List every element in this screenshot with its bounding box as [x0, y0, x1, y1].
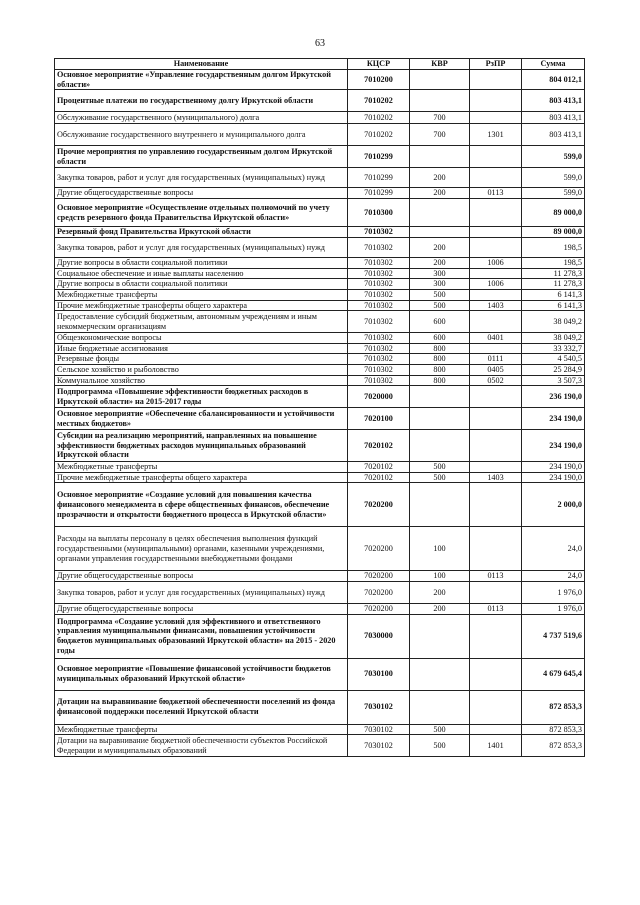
header-name: Наименование [55, 59, 348, 70]
cell-sum: 804 012,1 [522, 70, 585, 90]
cell-kvr: 200 [410, 238, 470, 258]
cell-kcsr: 7010302 [348, 343, 410, 354]
cell-name: Дотации на выравнивание бюджетной обеспеченности поселений из фонда финансовой поддержки поселений Иркутской области [55, 690, 348, 724]
cell-kvr [410, 690, 470, 724]
table-body [55, 70, 585, 757]
table-header-row [55, 59, 585, 70]
table-row [55, 238, 585, 258]
table-row [55, 70, 585, 90]
cell-sum: 6 141,3 [522, 289, 585, 300]
cell-rzpr [470, 199, 522, 227]
cell-kvr: 500 [410, 724, 470, 735]
cell-kcsr: 7010302 [348, 289, 410, 300]
table-row [55, 333, 585, 344]
cell-rzpr: 1403 [470, 472, 522, 483]
cell-kcsr: 7010302 [348, 333, 410, 344]
cell-kvr: 600 [410, 333, 470, 344]
cell-name: Сельское хозяйство и рыболовство [55, 364, 348, 375]
cell-rzpr [470, 430, 522, 462]
cell-sum: 4 737 519,6 [522, 614, 585, 658]
header-kvr: КВР [410, 59, 470, 70]
cell-kvr [410, 70, 470, 90]
cell-kcsr: 7020100 [348, 408, 410, 430]
cell-sum: 1 976,0 [522, 581, 585, 603]
cell-rzpr: 0113 [470, 188, 522, 199]
table-row [55, 300, 585, 311]
cell-sum: 236 190,0 [522, 386, 585, 408]
page-number: 63 [315, 38, 325, 49]
cell-rzpr [470, 289, 522, 300]
cell-kcsr: 7020000 [348, 386, 410, 408]
cell-name: Прочие мероприятия по управлению государственным долгом Иркутской области [55, 146, 348, 168]
cell-name: Межбюджетные трансферты [55, 462, 348, 473]
cell-kcsr: 7010302 [348, 311, 410, 333]
cell-rzpr [470, 70, 522, 90]
cell-kvr [410, 199, 470, 227]
cell-kvr: 800 [410, 354, 470, 365]
table-row [55, 268, 585, 279]
cell-kcsr: 7010302 [348, 268, 410, 279]
cell-name: Дотации на выравнивание бюджетной обеспеченности субъектов Российской Федерации и муниципальных образований [55, 735, 348, 757]
cell-kvr [410, 658, 470, 690]
cell-sum: 2 000,0 [522, 483, 585, 527]
cell-kvr [410, 227, 470, 238]
cell-kcsr: 7020200 [348, 581, 410, 603]
cell-name: Обслуживание государственного (муниципального) долга [55, 112, 348, 124]
cell-sum: 33 332,7 [522, 343, 585, 354]
cell-kvr: 100 [410, 527, 470, 571]
cell-name: Межбюджетные трансферты [55, 289, 348, 300]
cell-rzpr: 0405 [470, 364, 522, 375]
cell-kcsr: 7030000 [348, 614, 410, 658]
cell-kcsr: 7010299 [348, 146, 410, 168]
cell-kcsr: 7030102 [348, 724, 410, 735]
cell-sum: 3 507,3 [522, 375, 585, 386]
cell-kvr [410, 483, 470, 527]
table-row [55, 658, 585, 690]
cell-kcsr: 7010202 [348, 112, 410, 124]
table-row [55, 279, 585, 290]
table-row [55, 343, 585, 354]
cell-sum: 1 976,0 [522, 603, 585, 614]
cell-rzpr [470, 527, 522, 571]
cell-kvr [410, 146, 470, 168]
cell-name: Другие общегосударственные вопросы [55, 571, 348, 582]
cell-rzpr: 1006 [470, 258, 522, 269]
cell-sum: 4 540,5 [522, 354, 585, 365]
header-sum: Сумма [522, 59, 585, 70]
cell-sum: 11 278,3 [522, 279, 585, 290]
table-row [55, 168, 585, 188]
table-row [55, 603, 585, 614]
cell-name: Основное мероприятие «Осуществление отдельных полномочий по учету средств резервного фонда Правительства Иркутской области» [55, 199, 348, 227]
table-row [55, 289, 585, 300]
cell-kvr: 500 [410, 472, 470, 483]
cell-sum: 803 413,1 [522, 90, 585, 112]
table-row [55, 90, 585, 112]
cell-kvr: 200 [410, 581, 470, 603]
cell-kcsr: 7020102 [348, 472, 410, 483]
cell-rzpr [470, 168, 522, 188]
cell-sum: 234 190,0 [522, 408, 585, 430]
cell-sum: 25 284,9 [522, 364, 585, 375]
cell-name: Основное мероприятие «Управление государственным долгом Иркутской области» [55, 70, 348, 90]
cell-kvr [410, 614, 470, 658]
cell-rzpr [470, 690, 522, 724]
cell-kvr: 800 [410, 343, 470, 354]
table-row [55, 527, 585, 571]
table-row [55, 364, 585, 375]
cell-kvr: 600 [410, 311, 470, 333]
cell-rzpr: 0502 [470, 375, 522, 386]
cell-kcsr: 7020102 [348, 462, 410, 473]
table-row [55, 311, 585, 333]
table-row [55, 146, 585, 168]
cell-name: Резервные фонды [55, 354, 348, 365]
cell-name: Прочие межбюджетные трансферты общего характера [55, 300, 348, 311]
cell-kvr: 500 [410, 300, 470, 311]
cell-kcsr: 7010200 [348, 70, 410, 90]
table-row [55, 188, 585, 199]
cell-name: Подпрограмма «Повышение эффективности бюджетных расходов в Иркутской области» на 2015-2017 годы [55, 386, 348, 408]
cell-name: Предоставление субсидий бюджетным, автономным учреждениям и иным некоммерческим организациям [55, 311, 348, 333]
cell-rzpr [470, 227, 522, 238]
cell-kvr: 700 [410, 124, 470, 146]
cell-sum: 234 190,0 [522, 462, 585, 473]
cell-rzpr [470, 311, 522, 333]
table-row [55, 199, 585, 227]
cell-name: Расходы на выплаты персоналу в целях обеспечения выполнения функций государственными (муниципальными) органами, казенными учреждениями, органами управления государственными внебюджетными фондами [55, 527, 348, 571]
table-row [55, 690, 585, 724]
cell-kcsr: 7010299 [348, 188, 410, 199]
cell-kvr: 200 [410, 603, 470, 614]
cell-rzpr [470, 343, 522, 354]
cell-name: Прочие межбюджетные трансферты общего характера [55, 472, 348, 483]
cell-kvr [410, 430, 470, 462]
cell-kvr: 100 [410, 571, 470, 582]
table-row [55, 354, 585, 365]
cell-kcsr: 7030102 [348, 735, 410, 757]
cell-name: Подпрограмма «Создание условий для эффективного и ответственного управления муниципальными финансами, повышения устойчивости бюджетов муниципальных образований Иркутской области» на 2015 - 2020 годы [55, 614, 348, 658]
cell-kcsr: 7010299 [348, 168, 410, 188]
cell-sum: 198,5 [522, 238, 585, 258]
cell-sum: 38 049,2 [522, 311, 585, 333]
cell-sum: 24,0 [522, 571, 585, 582]
cell-sum: 872 853,3 [522, 724, 585, 735]
cell-kvr: 200 [410, 188, 470, 199]
cell-name: Закупка товаров, работ и услуг для государственных (муниципальных) нужд [55, 168, 348, 188]
cell-rzpr [470, 112, 522, 124]
cell-rzpr: 0113 [470, 603, 522, 614]
table-row [55, 581, 585, 603]
cell-name: Основное мероприятие «Обеспечение сбалансированности и устойчивости местных бюджетов» [55, 408, 348, 430]
cell-kcsr: 7030102 [348, 690, 410, 724]
cell-name: Коммунальное хозяйство [55, 375, 348, 386]
cell-sum: 803 413,1 [522, 124, 585, 146]
cell-name: Другие вопросы в области социальной политики [55, 279, 348, 290]
cell-kvr: 300 [410, 268, 470, 279]
cell-sum: 599,0 [522, 168, 585, 188]
table-row [55, 735, 585, 757]
cell-kcsr: 7010302 [348, 258, 410, 269]
cell-name: Закупка товаров, работ и услуг для государственных (муниципальных) нужд [55, 238, 348, 258]
cell-sum: 24,0 [522, 527, 585, 571]
cell-kvr: 800 [410, 375, 470, 386]
table-row [55, 483, 585, 527]
cell-kvr [410, 90, 470, 112]
table-row [55, 124, 585, 146]
cell-kvr [410, 408, 470, 430]
cell-kcsr: 7010300 [348, 199, 410, 227]
table-row [55, 386, 585, 408]
cell-sum: 599,0 [522, 146, 585, 168]
cell-rzpr: 0113 [470, 571, 522, 582]
cell-rzpr [470, 408, 522, 430]
table-row [55, 571, 585, 582]
cell-name: Обслуживание государственного внутреннего и муниципального долга [55, 124, 348, 146]
cell-kvr: 200 [410, 258, 470, 269]
cell-name: Другие вопросы в области социальной политики [55, 258, 348, 269]
cell-sum: 11 278,3 [522, 268, 585, 279]
cell-kcsr: 7010302 [348, 279, 410, 290]
cell-name: Социальное обеспечение и иные выплаты населению [55, 268, 348, 279]
cell-kcsr: 7010302 [348, 300, 410, 311]
cell-rzpr: 1301 [470, 124, 522, 146]
header-kcsr: КЦСР [348, 59, 410, 70]
cell-kvr: 200 [410, 168, 470, 188]
table-row [55, 462, 585, 473]
cell-sum: 872 853,3 [522, 735, 585, 757]
cell-name: Резервный фонд Правительства Иркутской области [55, 227, 348, 238]
cell-kcsr: 7020200 [348, 571, 410, 582]
cell-rzpr: 0401 [470, 333, 522, 344]
cell-kcsr: 7010302 [348, 354, 410, 365]
cell-name: Общеэкономические вопросы [55, 333, 348, 344]
cell-kvr [410, 386, 470, 408]
cell-kcsr: 7010302 [348, 364, 410, 375]
cell-kcsr: 7020200 [348, 483, 410, 527]
header-rzpr: РзПР [470, 59, 522, 70]
cell-sum: 89 000,0 [522, 227, 585, 238]
cell-sum: 89 000,0 [522, 199, 585, 227]
cell-rzpr [470, 146, 522, 168]
cell-name: Процентные платежи по государственному долгу Иркутской области [55, 90, 348, 112]
table-row [55, 375, 585, 386]
table-row [55, 430, 585, 462]
cell-name: Иные бюджетные ассигнования [55, 343, 348, 354]
cell-rzpr [470, 483, 522, 527]
cell-rzpr: 1401 [470, 735, 522, 757]
cell-sum: 234 190,0 [522, 472, 585, 483]
cell-sum: 4 679 645,4 [522, 658, 585, 690]
cell-rzpr: 1403 [470, 300, 522, 311]
cell-name: Межбюджетные трансферты [55, 724, 348, 735]
cell-kvr: 500 [410, 462, 470, 473]
cell-kcsr: 7020102 [348, 430, 410, 462]
cell-kvr: 500 [410, 735, 470, 757]
cell-name: Субсидии на реализацию мероприятий, направленных на повышение эффективности бюджетных расходов муниципальных образований Иркутской области [55, 430, 348, 462]
cell-rzpr [470, 724, 522, 735]
cell-rzpr [470, 658, 522, 690]
cell-sum: 198,5 [522, 258, 585, 269]
table-row [55, 472, 585, 483]
cell-rzpr [470, 238, 522, 258]
cell-sum: 234 190,0 [522, 430, 585, 462]
cell-kcsr: 7010302 [348, 227, 410, 238]
table-row [55, 112, 585, 124]
cell-name: Основное мероприятие «Создание условий для повышения качества финансового менеджмента в сфере общественных финансов, обеспечение прозрачности и открытости бюджетного процесса в Иркутской области» [55, 483, 348, 527]
cell-kcsr: 7020200 [348, 603, 410, 614]
table-row [55, 408, 585, 430]
cell-sum: 38 049,2 [522, 333, 585, 344]
table-row [55, 227, 585, 238]
cell-rzpr [470, 614, 522, 658]
cell-kcsr: 7020200 [348, 527, 410, 571]
cell-kcsr: 7030100 [348, 658, 410, 690]
cell-kvr: 300 [410, 279, 470, 290]
cell-name: Закупка товаров, работ и услуг для государственных (муниципальных) нужд [55, 581, 348, 603]
cell-name: Основное мероприятие «Повышение финансовой устойчивости бюджетов муниципальных образований Иркутской области» [55, 658, 348, 690]
cell-kvr: 800 [410, 364, 470, 375]
cell-rzpr [470, 386, 522, 408]
cell-rzpr: 0111 [470, 354, 522, 365]
table-row [55, 258, 585, 269]
cell-sum: 599,0 [522, 188, 585, 199]
cell-kcsr: 7010202 [348, 90, 410, 112]
cell-kcsr: 7010302 [348, 238, 410, 258]
cell-kvr: 500 [410, 289, 470, 300]
cell-kcsr: 7010202 [348, 124, 410, 146]
cell-kcsr: 7010302 [348, 375, 410, 386]
cell-rzpr [470, 268, 522, 279]
cell-name: Другие общегосударственные вопросы [55, 188, 348, 199]
budget-table [54, 58, 585, 757]
cell-sum: 803 413,1 [522, 112, 585, 124]
table-row [55, 614, 585, 658]
cell-name: Другие общегосударственные вопросы [55, 603, 348, 614]
cell-kvr: 700 [410, 112, 470, 124]
cell-rzpr: 1006 [470, 279, 522, 290]
cell-rzpr [470, 462, 522, 473]
cell-rzpr [470, 90, 522, 112]
table-row [55, 724, 585, 735]
cell-sum: 872 853,3 [522, 690, 585, 724]
cell-rzpr [470, 581, 522, 603]
cell-sum: 6 141,3 [522, 300, 585, 311]
